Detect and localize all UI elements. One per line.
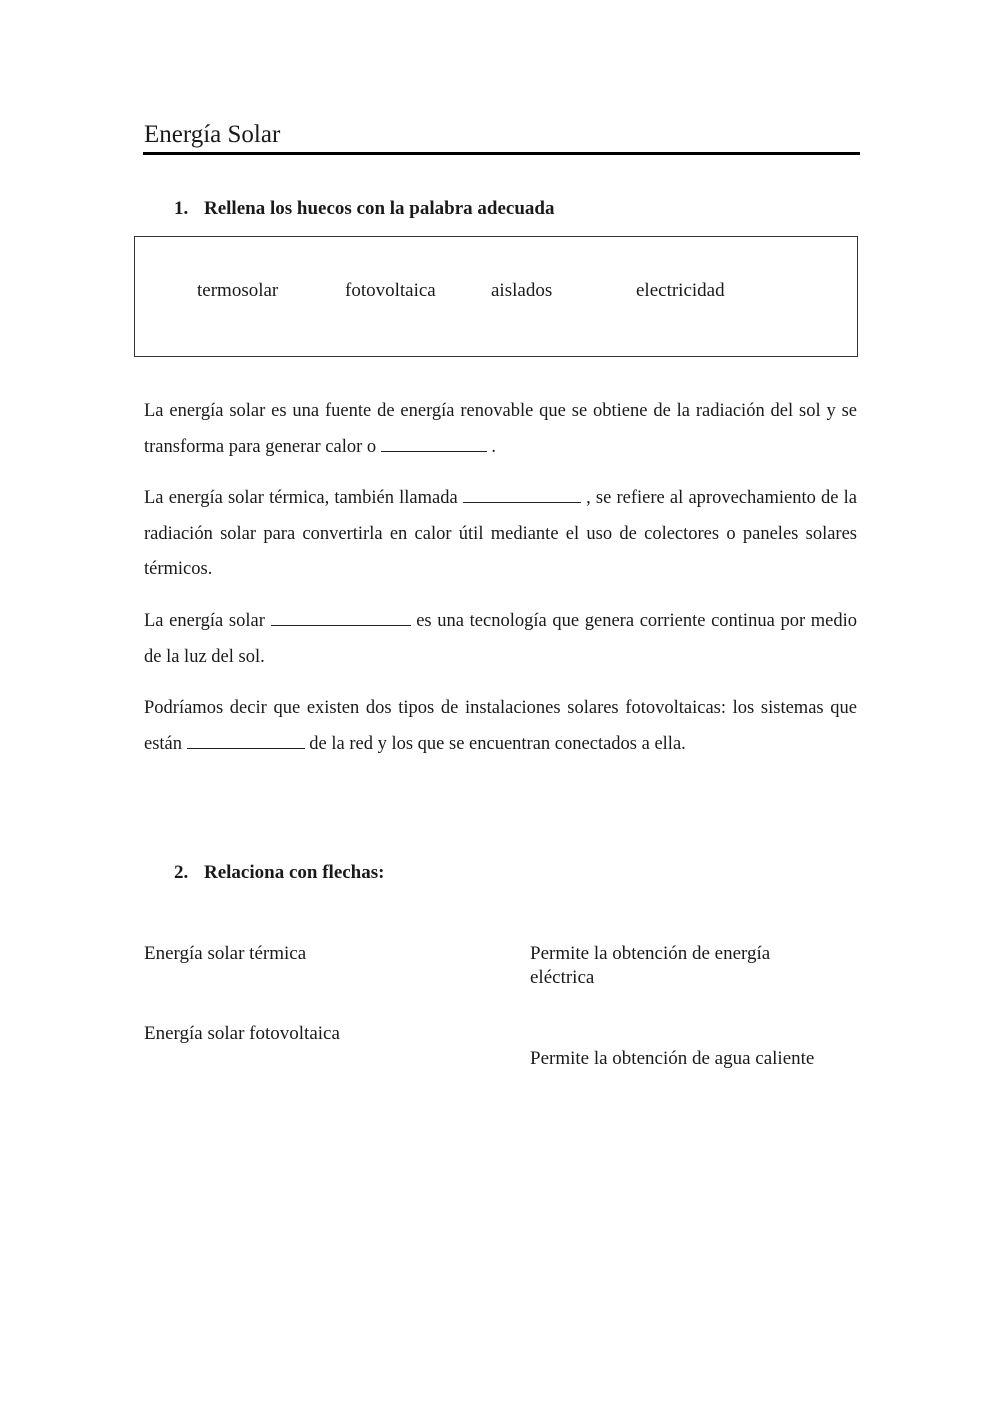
blank-field[interactable] bbox=[463, 488, 581, 503]
word-bank-item: fotovoltaica bbox=[345, 280, 436, 301]
match-right-item[interactable]: Permite la obtención de energía eléctrica bbox=[530, 943, 771, 988]
match-left-item[interactable]: Energía solar fotovoltaica bbox=[144, 1023, 340, 1044]
page-title: Energía Solar bbox=[144, 121, 281, 148]
title-underline bbox=[143, 152, 860, 155]
section-2-title: Relaciona con flechas: bbox=[204, 862, 385, 883]
word-bank-item: electricidad bbox=[636, 280, 725, 301]
blank-field[interactable] bbox=[271, 611, 411, 626]
paragraph-3: La energía solar es una tecnología que genera corriente continua por medio de la luz del sol. bbox=[144, 611, 857, 667]
paragraph-2: La energía solar térmica, también llamada , se refiere al aprovechamiento de la radiación solar para convertirla en calor útil mediante el uso de colectores o paneles solares térmicos. bbox=[144, 488, 858, 579]
section-1-number: 1. bbox=[174, 198, 189, 219]
word-bank-item: termosolar bbox=[197, 280, 279, 301]
paragraph-1: La energía solar es una fuente de energía renovable que se obtiene de la radiación del sol y se transforma para generar calor o . bbox=[144, 401, 857, 457]
section-1-heading bbox=[174, 196, 554, 222]
word-bank-box bbox=[134, 236, 858, 357]
word-bank-item: aislados bbox=[491, 280, 553, 301]
match-left-item[interactable]: Energía solar térmica bbox=[144, 943, 307, 964]
section-2-number: 2. bbox=[174, 862, 189, 883]
blank-field[interactable] bbox=[187, 734, 305, 749]
section-1-title: Rellena los huecos con la palabra adecuada bbox=[204, 198, 555, 219]
paragraph-4: Podríamos decir que existen dos tipos de instalaciones solares fotovoltaicas: los sistemas que están de la red y los que se encuentran conectados a ella. bbox=[144, 698, 857, 754]
section-2-heading bbox=[174, 860, 384, 886]
blank-field[interactable] bbox=[381, 437, 487, 452]
match-right-item[interactable]: Permite la obtención de agua caliente bbox=[530, 1048, 815, 1069]
